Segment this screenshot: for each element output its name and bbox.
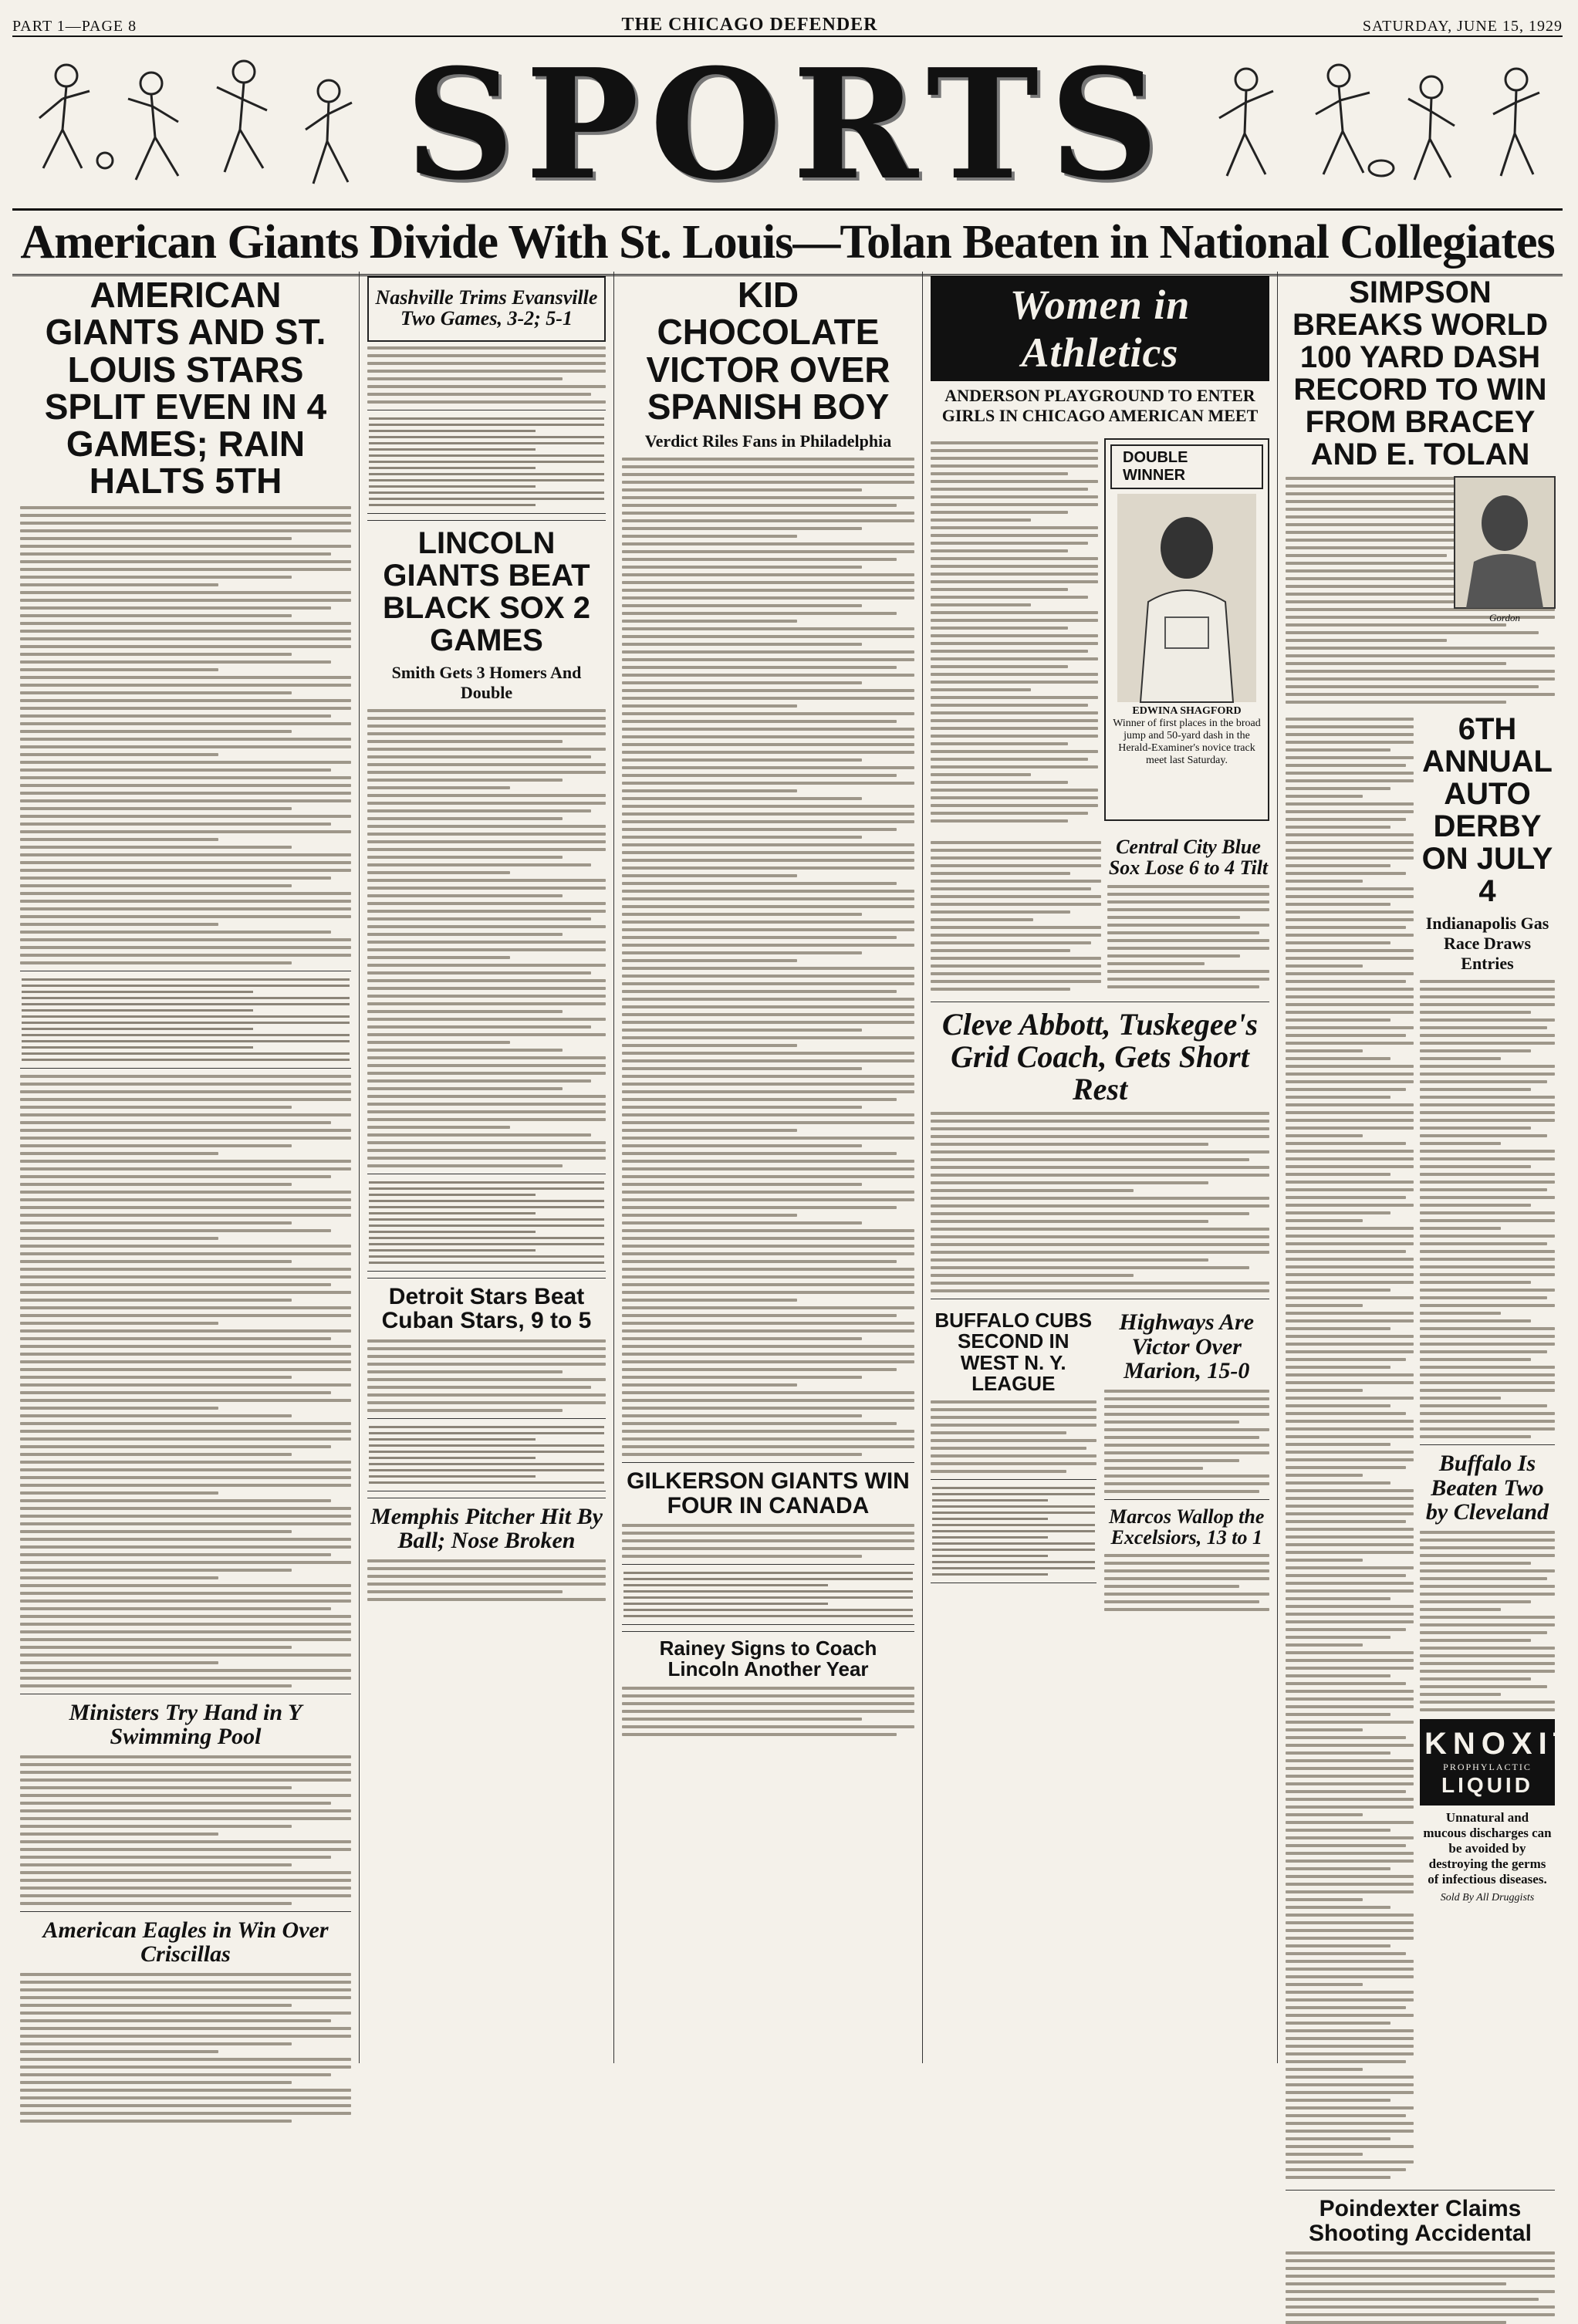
buffalo-beaten-headline: Buffalo Is Beaten Two by Cleveland <box>1425 1451 1549 1525</box>
sports-title: SPORTS <box>405 36 1170 214</box>
article-body <box>367 1559 606 1601</box>
article-body <box>1107 885 1269 988</box>
article-body <box>1420 980 1555 1438</box>
page-number: PART 1—PAGE 8 <box>12 18 137 35</box>
kid-chocolate-headline: KID CHOCOLATE VICTOR OVER SPANISH BOY <box>646 275 890 427</box>
rainey-headline: Rainey Signs to Coach Lincoln Another Year <box>659 1637 877 1681</box>
lincoln-giants-headline: LINCOLN GIANTS BEAT BLACK SOX 2 GAMES <box>383 525 590 657</box>
auto-derby-subhead: Indianapolis Gas Race Draws Entries <box>1425 914 1549 973</box>
article-body <box>20 1075 351 1687</box>
article-body <box>1104 1390 1270 1493</box>
box-score <box>367 410 606 514</box>
highways-headline: Highways Are Victor Over Marion, 15-0 <box>1119 1309 1255 1383</box>
auto-derby-headline: 6TH ANNUAL AUTO DERBY ON JULY 4 <box>1421 712 1553 908</box>
athletes-illustration-right <box>1184 45 1555 199</box>
knoxit-advertisement: KNOXIT PROPHYLACTIC LIQUID <box>1420 1719 1555 1805</box>
photo-label: DOUBLE WINNER <box>1110 444 1263 489</box>
article-body <box>931 437 1098 827</box>
kid-chocolate-subhead: Verdict Riles Fans in Philadelphia <box>644 431 892 451</box>
double-winner-photo <box>1104 438 1269 821</box>
column-4 <box>923 272 1278 2063</box>
nashville-headline: Nashville Trims Evansville Two Games, 3-2; 5-1 <box>375 286 598 330</box>
article-body <box>931 1400 1096 1473</box>
article-body <box>367 709 606 1167</box>
ad-footer: Sold By All Druggists <box>1440 1891 1535 1903</box>
article-body <box>20 1755 351 1905</box>
buffalo-cubs-headline: BUFFALO CUBS SECOND IN WEST N. Y. LEAGUE <box>934 1309 1093 1395</box>
gordon-photo: Gordon <box>1455 477 1555 624</box>
article-body <box>622 1687 914 1736</box>
gilkerson-headline: GILKERSON GIANTS WIN FOUR IN CANADA <box>627 1468 910 1518</box>
eagles-headline: American Eagles in Win Over Criscillas <box>42 1917 329 1968</box>
central-city-headline: Central City Blue Sox Lose 6 to 4 Tilt <box>1108 836 1269 880</box>
article-body <box>931 1112 1269 1292</box>
ad-text: Unnatural and mucous discharges can be avoided by destroying the germs of infectious diseases. <box>1423 1809 1552 1887</box>
sports-banner <box>12 36 1563 214</box>
line-scores <box>622 1564 914 1625</box>
article-body <box>622 1524 914 1558</box>
box-score <box>20 971 351 1069</box>
detroit-stars-headline: Detroit Stars Beat Cuban Stars, 9 to 5 <box>381 1283 592 1334</box>
anderson-headline: ANDERSON PLAYGROUND TO ENTER GIRLS IN CHICAGO AMERICAN MEET <box>941 386 1259 425</box>
box-score <box>367 1418 606 1491</box>
article-body <box>367 1339 606 1412</box>
article-body <box>367 346 606 404</box>
issue-date: SATURDAY, JUNE 15, 1929 <box>1362 18 1563 35</box>
article-body <box>1286 2251 1555 2324</box>
article-body <box>931 836 1101 995</box>
portrait-image <box>1455 477 1555 608</box>
article-body <box>1104 1554 1270 1611</box>
column-3 <box>614 272 923 2063</box>
simpson-headline: SIMPSON BREAKS WORLD 100 YARD DASH RECORD TO WIN FROM BRACEY AND E. TOLAN <box>1292 275 1549 471</box>
column-2 <box>360 272 614 2063</box>
poindexter-headline: Poindexter Claims Shooting Accidental <box>1309 2196 1532 2246</box>
box-score <box>367 1174 606 1272</box>
photo-caption: EDWINA SHAGFORD Winner of first places in the broad jump and 50-yard dash in the Herald-Examiner's novice track meet last Saturday. <box>1113 705 1261 766</box>
athlete-portrait-image <box>1117 494 1256 702</box>
women-in-athletics-logo: Women in Athletics <box>931 276 1269 381</box>
athletes-illustration-left <box>20 45 390 199</box>
paper-name: THE CHICAGO DEFENDER <box>621 15 878 35</box>
article-body <box>20 506 351 964</box>
column-1 <box>12 272 360 2063</box>
giants-stars-headline: AMERICAN GIANTS AND ST. LOUIS STARS SPLIT EVEN IN 4 GAMES; RAIN HALTS 5TH <box>44 275 327 502</box>
article-body <box>1286 713 1414 2184</box>
column-5 <box>1278 272 1578 2246</box>
article-body <box>1420 1531 1555 1711</box>
article-columns <box>12 272 1578 2246</box>
main-headline: American Giants Divide With St. Louis—Tolan Beaten in National Collegiates <box>12 211 1563 276</box>
article-body <box>20 1973 351 2123</box>
memphis-pitcher-headline: Memphis Pitcher Hit By Ball; Nose Broken <box>370 1503 603 1554</box>
marcos-headline: Marcos Wallop the Excelsiors, 13 to 1 <box>1109 1505 1265 1549</box>
article-body <box>622 458 914 1456</box>
masthead-line <box>12 8 1563 37</box>
line-scores <box>931 1479 1096 1583</box>
cleve-abbott-headline: Cleve Abbott, Tuskegee's Grid Coach, Gets Short Rest <box>941 1007 1259 1106</box>
ministers-headline: Ministers Try Hand in Y Swimming Pool <box>69 1699 302 1750</box>
lincoln-giants-subhead: Smith Gets 3 Homers And Double <box>391 662 582 702</box>
